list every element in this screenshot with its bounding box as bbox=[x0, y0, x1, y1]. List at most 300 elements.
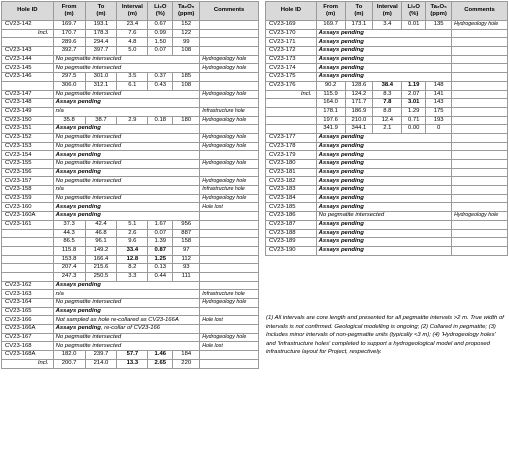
li2o-cell: 0.43 bbox=[148, 81, 173, 90]
comment-cell bbox=[452, 107, 508, 116]
table-header bbox=[266, 2, 508, 21]
comment-cell bbox=[452, 151, 508, 160]
table-header bbox=[2, 2, 259, 21]
table-row bbox=[2, 333, 259, 342]
table-row bbox=[266, 47, 508, 56]
status-message-cell bbox=[316, 203, 451, 212]
from-cell: 170.7 bbox=[53, 29, 85, 38]
table-row bbox=[266, 151, 508, 160]
status-message-cell bbox=[53, 333, 200, 342]
hole-id-cell bbox=[266, 116, 317, 125]
comment-cell: Hydrogeology hole bbox=[200, 133, 259, 142]
comment-cell bbox=[200, 255, 259, 264]
hole-id-cell: CV23-180 bbox=[266, 160, 317, 169]
comment-cell: Hole lost bbox=[200, 342, 259, 351]
comment-cell: Hydrogeology hole bbox=[200, 90, 259, 99]
hole-id-cell bbox=[266, 125, 317, 134]
ta2o5-cell: 122 bbox=[173, 29, 200, 38]
status-message: No pegmatite intersected bbox=[55, 142, 122, 149]
comment-cell: Hydrogeology hole bbox=[200, 177, 259, 186]
ta2o5-cell: 175 bbox=[426, 107, 452, 116]
to-cell: 214.0 bbox=[85, 359, 117, 368]
ta2o5-cell: 108 bbox=[173, 81, 200, 90]
comment-cell bbox=[200, 38, 259, 47]
status-message: Assays pending bbox=[55, 212, 101, 219]
to-cell: 210.0 bbox=[345, 116, 373, 125]
table-row bbox=[2, 168, 259, 177]
status-message-cell bbox=[316, 194, 451, 203]
status-message-cell bbox=[53, 186, 200, 195]
ta2o5-cell: 158 bbox=[173, 238, 200, 247]
status-message-cell bbox=[53, 194, 200, 203]
table-row bbox=[2, 220, 259, 229]
table-row bbox=[2, 264, 259, 273]
li2o-cell: 3.01 bbox=[402, 99, 426, 108]
table-row bbox=[266, 194, 508, 203]
table-row bbox=[2, 160, 259, 169]
hole-id-cell: CV23-151 bbox=[2, 125, 54, 134]
table-row bbox=[2, 212, 259, 221]
header-hole-id: Hole ID bbox=[2, 2, 54, 21]
header-comments: Comments bbox=[200, 2, 259, 21]
comment-cell bbox=[452, 64, 508, 73]
status-message-cell bbox=[53, 290, 200, 299]
table-row bbox=[266, 220, 508, 229]
interval-cell: 33.4 bbox=[117, 246, 148, 255]
li2o-cell: 2.65 bbox=[148, 359, 173, 368]
from-cell: 169.7 bbox=[316, 21, 345, 30]
interval-cell: 9.6 bbox=[117, 238, 148, 247]
table-row bbox=[2, 81, 259, 90]
status-message: No pegmatite intersected bbox=[55, 160, 122, 167]
hole-id-cell bbox=[2, 272, 54, 281]
status-message-cell bbox=[53, 281, 200, 290]
table-row bbox=[266, 246, 508, 255]
status-message-cell bbox=[316, 186, 451, 195]
comment-cell bbox=[200, 325, 259, 334]
from-cell: 306.0 bbox=[53, 81, 85, 90]
header-to: To (m) bbox=[85, 2, 117, 21]
table-body-right bbox=[266, 21, 508, 256]
ta2o5-cell: 185 bbox=[173, 73, 200, 82]
table-row bbox=[2, 351, 259, 360]
comment-cell bbox=[200, 73, 259, 82]
table-row bbox=[2, 151, 259, 160]
status-message: n/a bbox=[55, 290, 64, 297]
table-row bbox=[266, 21, 508, 30]
to-cell: 178.3 bbox=[85, 29, 117, 38]
status-message-cell bbox=[53, 160, 200, 169]
li2o-cell: 0.67 bbox=[148, 21, 173, 30]
hole-id-cell: CV23-142 bbox=[2, 21, 54, 30]
from-cell: 289.6 bbox=[53, 38, 85, 47]
li2o-cell: 1.46 bbox=[148, 351, 173, 360]
status-message-cell bbox=[316, 220, 451, 229]
interval-cell: 2.6 bbox=[117, 229, 148, 238]
ta2o5-cell: 112 bbox=[173, 255, 200, 264]
comment-cell bbox=[200, 151, 259, 160]
to-cell: 173.1 bbox=[345, 21, 373, 30]
comment-cell bbox=[452, 246, 508, 255]
hole-id-cell: CV23-186 bbox=[266, 212, 317, 221]
ta2o5-cell: 956 bbox=[173, 220, 200, 229]
status-message-cell bbox=[53, 325, 200, 334]
status-message: Assays pending bbox=[55, 99, 101, 106]
status-message-cell bbox=[53, 125, 200, 134]
interval-cell: 7.6 bbox=[117, 29, 148, 38]
table-row bbox=[2, 133, 259, 142]
comment-cell bbox=[452, 133, 508, 142]
table-row bbox=[2, 29, 259, 38]
hole-id-cell: CV23-179 bbox=[266, 151, 317, 160]
status-message: Assays pending bbox=[318, 64, 364, 71]
status-message-cell bbox=[316, 151, 451, 160]
status-message-cell bbox=[53, 151, 200, 160]
status-message-cell bbox=[316, 246, 451, 255]
hole-id-cell: CV23-150 bbox=[2, 116, 54, 125]
table-row bbox=[2, 47, 259, 56]
li2o-cell: 0.13 bbox=[148, 264, 173, 273]
comment-cell bbox=[200, 281, 259, 290]
to-cell: 301.0 bbox=[85, 73, 117, 82]
table-row bbox=[2, 229, 259, 238]
status-message: No pegmatite intersected bbox=[55, 299, 122, 306]
to-cell: 128.6 bbox=[345, 81, 373, 90]
table-row bbox=[266, 55, 508, 64]
hole-id-cell bbox=[2, 229, 54, 238]
comment-cell bbox=[452, 160, 508, 169]
hole-id-cell: CV23-168A bbox=[2, 351, 54, 360]
status-message-cell bbox=[53, 316, 200, 325]
comment-cell bbox=[200, 307, 259, 316]
status-message-cell bbox=[316, 177, 451, 186]
hole-id-cell: CV23-161 bbox=[2, 220, 54, 229]
status-message: Assays pending bbox=[318, 168, 364, 175]
table-row bbox=[2, 255, 259, 264]
table-row bbox=[2, 38, 259, 47]
status-message-cell bbox=[53, 55, 200, 64]
hole-id-cell: CV23-160A bbox=[2, 212, 54, 221]
status-message: Assays pending bbox=[318, 73, 364, 80]
hole-id-cell bbox=[2, 246, 54, 255]
header-li2o: Li₂O (%) bbox=[148, 2, 173, 21]
table-row bbox=[2, 238, 259, 247]
status-message-cell bbox=[316, 229, 451, 238]
status-message: Assays pending bbox=[55, 307, 101, 314]
interval-cell: 57.7 bbox=[117, 351, 148, 360]
comment-cell bbox=[452, 90, 508, 99]
ta2o5-cell: 97 bbox=[173, 246, 200, 255]
status-message-cell bbox=[53, 307, 200, 316]
from-cell: 197.6 bbox=[316, 116, 345, 125]
table-body-left bbox=[2, 21, 259, 369]
hole-id-cell: CV23-145 bbox=[2, 64, 54, 73]
header-from: From (m) bbox=[53, 2, 85, 21]
table-row bbox=[2, 290, 259, 299]
status-message: Assays pending bbox=[318, 134, 364, 141]
interval-cell: 8.3 bbox=[373, 90, 402, 99]
hole-id-cell: CV23-146 bbox=[2, 73, 54, 82]
status-message: Assays pending bbox=[318, 142, 364, 149]
comment-cell bbox=[200, 229, 259, 238]
status-message: Assays pending bbox=[318, 186, 364, 193]
status-message-cell bbox=[53, 107, 200, 116]
table-row bbox=[266, 64, 508, 73]
comment-cell bbox=[200, 351, 259, 360]
table-row bbox=[266, 90, 508, 99]
status-message-cell bbox=[53, 64, 200, 73]
table-row bbox=[2, 342, 259, 351]
table-row bbox=[2, 316, 259, 325]
status-message: Assays pending bbox=[318, 38, 364, 45]
comment-cell bbox=[200, 238, 259, 247]
ta2o5-cell: 152 bbox=[173, 21, 200, 30]
hole-id-cell bbox=[2, 255, 54, 264]
from-cell: 182.0 bbox=[53, 351, 85, 360]
table-row bbox=[266, 177, 508, 186]
ta2o5-cell: 148 bbox=[426, 81, 452, 90]
li2o-cell: 0.00 bbox=[402, 125, 426, 134]
hole-id-cell: CV23-164 bbox=[2, 299, 54, 308]
status-message: No pegmatite intersected bbox=[55, 333, 122, 340]
to-cell: 149.2 bbox=[85, 246, 117, 255]
comment-cell bbox=[200, 99, 259, 108]
comment-cell: Hydrogeology hole bbox=[452, 21, 508, 30]
status-message: Assays pending bbox=[318, 47, 364, 54]
hole-id-cell: CV23-187 bbox=[266, 220, 317, 229]
status-message-cell bbox=[316, 133, 451, 142]
interval-cell: 13.3 bbox=[117, 359, 148, 368]
comment-cell bbox=[200, 47, 259, 56]
interval-cell: 8.2 bbox=[117, 264, 148, 273]
ta2o5-cell: 108 bbox=[173, 47, 200, 56]
status-message-cell bbox=[53, 90, 200, 99]
comment-cell bbox=[452, 186, 508, 195]
table-row bbox=[266, 203, 508, 212]
comment-cell: Infrastructure hole bbox=[200, 107, 259, 116]
hole-id-cell: CV23-181 bbox=[266, 168, 317, 177]
status-message-cell bbox=[316, 55, 451, 64]
hole-id-cell: CV23-162 bbox=[2, 281, 54, 290]
comment-cell bbox=[200, 168, 259, 177]
to-cell: 186.9 bbox=[345, 107, 373, 116]
table-row bbox=[266, 116, 508, 125]
to-cell: 46.8 bbox=[85, 229, 117, 238]
status-message: Assays pending bbox=[318, 29, 364, 36]
interval-cell: 3.3 bbox=[117, 272, 148, 281]
table-row bbox=[2, 90, 259, 99]
li2o-cell: 0.07 bbox=[148, 229, 173, 238]
hole-id-cell: CV23-183 bbox=[266, 186, 317, 195]
comment-cell bbox=[452, 142, 508, 151]
status-message: No pegmatite intersected bbox=[55, 134, 122, 141]
to-cell: 397.7 bbox=[85, 47, 117, 56]
comment-cell bbox=[200, 125, 259, 134]
to-cell: 250.5 bbox=[85, 272, 117, 281]
hole-id-cell: CV23-188 bbox=[266, 229, 317, 238]
status-message: No pegmatite intersected bbox=[318, 212, 385, 219]
li2o-cell: 0.01 bbox=[402, 21, 426, 30]
ta2o5-cell: 135 bbox=[426, 21, 452, 30]
hole-id-cell: CV23-163 bbox=[2, 290, 54, 299]
status-message-cell bbox=[316, 29, 451, 38]
status-message: No pegmatite intersected bbox=[55, 194, 122, 201]
status-message: Assays pending bbox=[318, 177, 364, 184]
from-cell: 164.0 bbox=[316, 99, 345, 108]
table-row bbox=[266, 186, 508, 195]
comment-cell: Hydrogeology hole bbox=[200, 194, 259, 203]
table-row bbox=[266, 238, 508, 247]
table-row bbox=[266, 107, 508, 116]
comment-cell: Hydrogeology hole bbox=[200, 64, 259, 73]
comment-cell bbox=[452, 229, 508, 238]
interval-cell: 12.8 bbox=[117, 255, 148, 264]
li2o-cell: 0.18 bbox=[148, 116, 173, 125]
header-to: To (m) bbox=[345, 2, 373, 21]
table-row bbox=[2, 99, 259, 108]
table-row bbox=[2, 21, 259, 30]
from-cell: 115.8 bbox=[53, 246, 85, 255]
comment-cell bbox=[200, 264, 259, 273]
comment-cell bbox=[452, 194, 508, 203]
status-message: n/a bbox=[55, 108, 64, 115]
status-message-cell bbox=[53, 168, 200, 177]
comment-cell bbox=[200, 359, 259, 368]
hole-id-cell: CV23-167 bbox=[2, 333, 54, 342]
hole-id-cell: CV23-149 bbox=[2, 107, 54, 116]
hole-id-cell: CV23-173 bbox=[266, 55, 317, 64]
table-row bbox=[2, 177, 259, 186]
table-row bbox=[266, 168, 508, 177]
to-cell: 171.7 bbox=[345, 99, 373, 108]
status-message: Assays pending bbox=[318, 221, 364, 228]
hole-id-cell: CV23-190 bbox=[266, 246, 317, 255]
hole-id-cell: CV23-176 bbox=[266, 81, 317, 90]
hole-id-cell bbox=[2, 38, 54, 47]
status-message: Assays pending bbox=[318, 151, 364, 158]
comment-cell: Hydrogeology hole bbox=[200, 142, 259, 151]
status-message: Assays pending bbox=[55, 151, 101, 158]
hole-id-cell: CV23-157 bbox=[2, 177, 54, 186]
status-message: n/a bbox=[55, 186, 64, 193]
ta2o5-cell: 180 bbox=[173, 116, 200, 125]
comment-cell: Hole lost bbox=[200, 203, 259, 212]
header-from: From (m) bbox=[316, 2, 345, 21]
status-message: No pegmatite intersected bbox=[55, 55, 122, 62]
header-ta2o5: Ta₂O₅ (ppm) bbox=[173, 2, 200, 21]
hole-id-cell bbox=[266, 99, 317, 108]
table-row bbox=[2, 359, 259, 368]
hole-id-cell: CV23-154 bbox=[2, 151, 54, 160]
from-cell: 200.7 bbox=[53, 359, 85, 368]
to-cell: 312.1 bbox=[85, 81, 117, 90]
from-cell: 169.7 bbox=[53, 21, 85, 30]
status-message-cell bbox=[53, 142, 200, 151]
header-interval: Interval (m) bbox=[373, 2, 402, 21]
li2o-cell: 0.99 bbox=[148, 29, 173, 38]
status-message-cell bbox=[53, 299, 200, 308]
comment-cell bbox=[452, 55, 508, 64]
status-message-cell bbox=[316, 142, 451, 151]
status-message: No pegmatite intersected bbox=[55, 177, 122, 184]
table-row bbox=[266, 38, 508, 47]
status-message: Assays pending bbox=[318, 194, 364, 201]
li2o-cell: 1.19 bbox=[402, 81, 426, 90]
from-cell: 35.8 bbox=[53, 116, 85, 125]
status-message-suffix: , re-collar of CV23-166 bbox=[100, 325, 161, 332]
hole-id-cell: CV23-148 bbox=[2, 99, 54, 108]
hole-id-cell: CV23-165 bbox=[2, 307, 54, 316]
table-row bbox=[2, 107, 259, 116]
table-row bbox=[2, 194, 259, 203]
li2o-cell: 0.71 bbox=[402, 116, 426, 125]
table-row bbox=[266, 99, 508, 108]
to-cell: 42.4 bbox=[85, 220, 117, 229]
comment-cell bbox=[200, 220, 259, 229]
interval-cell: 6.1 bbox=[117, 81, 148, 90]
status-message-cell bbox=[53, 133, 200, 142]
hole-id-cell: CV23-169 bbox=[266, 21, 317, 30]
status-message: Assays pending bbox=[318, 55, 364, 62]
footnote: (1) All intervals are core length and presented for all pegmatite intervals >2 m. True width of intervals is not confirmed. Geological modelling is ongoing; (2) Collared in pegmatite; (3) Includes minor intervals of non-pegmatite units (typically <3 m); (4) 'Hydrogeology holes' and 'Infrastructure holes' completed to support a hydrogeological model and proposed infrastructure layout for Project, respectively. bbox=[266, 315, 504, 356]
interval-cell: 7.8 bbox=[373, 99, 402, 108]
li2o-cell: 0.07 bbox=[148, 47, 173, 56]
status-message-cell bbox=[316, 64, 451, 73]
hole-id-cell: CV23-160 bbox=[2, 203, 54, 212]
status-message-cell bbox=[53, 342, 200, 351]
table-row bbox=[266, 212, 508, 221]
li2o-cell: 1.29 bbox=[402, 107, 426, 116]
table-row bbox=[266, 81, 508, 90]
table-row bbox=[2, 203, 259, 212]
hole-id-cell bbox=[266, 107, 317, 116]
ta2o5-cell: 184 bbox=[173, 351, 200, 360]
status-message-cell bbox=[316, 212, 451, 221]
header-interval: Interval (m) bbox=[117, 2, 148, 21]
table-row bbox=[2, 281, 259, 290]
from-cell: 37.3 bbox=[53, 220, 85, 229]
interval-cell: 12.4 bbox=[373, 116, 402, 125]
comment-cell: Hydrogeology hole bbox=[200, 160, 259, 169]
from-cell: 115.9 bbox=[316, 90, 345, 99]
to-cell: 166.4 bbox=[85, 255, 117, 264]
hole-id-cell: CV23-185 bbox=[266, 203, 317, 212]
ta2o5-cell: 141 bbox=[426, 90, 452, 99]
to-cell: 344.1 bbox=[345, 125, 373, 134]
interval-cell: 3.5 bbox=[117, 73, 148, 82]
status-message-cell bbox=[53, 212, 200, 221]
status-message: Assays pending bbox=[318, 229, 364, 236]
status-message-cell bbox=[316, 73, 451, 82]
table-row bbox=[2, 116, 259, 125]
comment-cell bbox=[200, 21, 259, 30]
comment-cell bbox=[452, 203, 508, 212]
li2o-cell: 0.37 bbox=[148, 73, 173, 82]
comment-cell: Infrastructure hole bbox=[200, 186, 259, 195]
interval-cell: 8.8 bbox=[373, 107, 402, 116]
comment-cell bbox=[452, 81, 508, 90]
li2o-cell: 1.25 bbox=[148, 255, 173, 264]
hole-id-cell: CV23-189 bbox=[266, 238, 317, 247]
comment-cell bbox=[200, 272, 259, 281]
status-message-cell bbox=[316, 168, 451, 177]
table-row bbox=[266, 160, 508, 169]
interval-cell: 38.4 bbox=[373, 81, 402, 90]
li2o-cell: 2.07 bbox=[402, 90, 426, 99]
status-message: No pegmatite intersected bbox=[55, 64, 122, 71]
comment-cell bbox=[452, 38, 508, 47]
comment-cell bbox=[452, 29, 508, 38]
